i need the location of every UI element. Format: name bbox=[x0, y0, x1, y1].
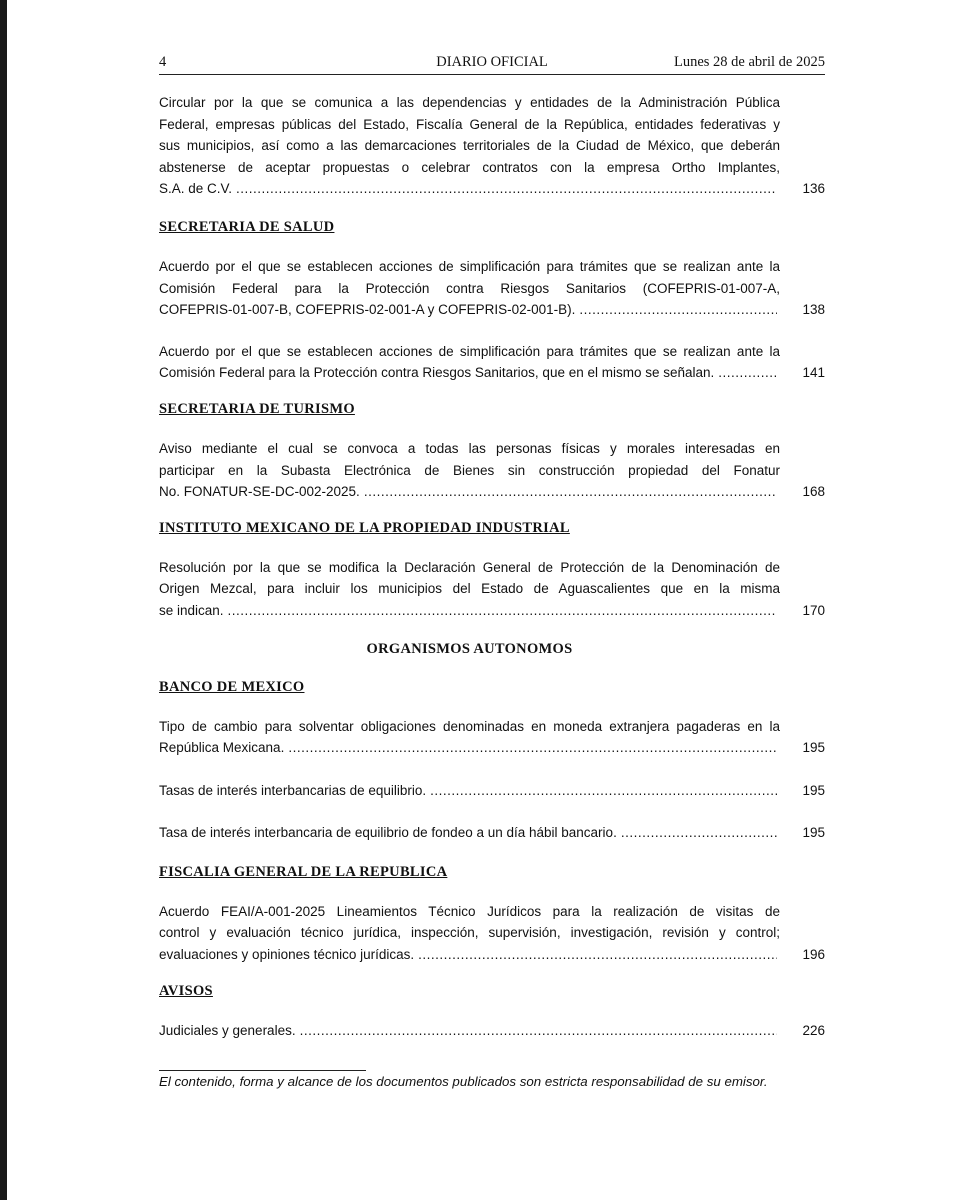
entry-page-number: 226 bbox=[802, 1022, 825, 1038]
toc-entry-avisos-1 bbox=[159, 1020, 825, 1042]
entry-text: evaluaciones y opiniones técnico jurídicas. bbox=[159, 947, 415, 963]
entry-last-line bbox=[159, 737, 825, 759]
entry-page-number: 170 bbox=[802, 602, 825, 618]
entry-page-number: 168 bbox=[802, 484, 825, 500]
section-salud bbox=[159, 218, 825, 236]
section-heading: BANCO DE MEXICO bbox=[159, 678, 305, 695]
entry-page-number: 195 bbox=[802, 740, 825, 756]
entry-last-line bbox=[159, 822, 825, 844]
footnote: El contenido, forma y alcance de los documentos publicados son estricta responsabilidad de su emisor. bbox=[159, 1074, 768, 1090]
entry-last-line bbox=[159, 1020, 825, 1042]
section-heading: SECRETARIA DE TURISMO bbox=[159, 400, 355, 417]
dot-leader bbox=[364, 481, 777, 503]
document-page bbox=[159, 52, 825, 1089]
organismos-title: ORGANISMOS AUTONOMOS bbox=[366, 640, 573, 657]
entry-text: Judiciales y generales. bbox=[159, 1022, 296, 1038]
entry-last-line bbox=[159, 944, 825, 966]
entry-last-line bbox=[159, 299, 825, 321]
entry-line: Acuerdo por el que se establecen acciones de simplificación para trámites que se realizan ante la bbox=[159, 258, 780, 274]
dot-leader bbox=[430, 780, 777, 802]
entry-text: Tasa de interés interbancaria de equilibrio de fondeo a un día hábil bancario. bbox=[159, 825, 617, 841]
entry-line: Federal, empresas públicas del Estado, Fiscalía General de la República, entidades federativas y bbox=[159, 116, 780, 132]
entry-line: Circular por la que se comunica a las dependencias y entidades de la Administración Pública bbox=[159, 95, 780, 110]
entry-line: control y evaluación técnico jurídica, inspección, supervisión, investigación, revisión y control; bbox=[159, 925, 780, 941]
entry-line: participar en la Subasta Electrónica de Bienes sin construcción propiedad del Fonatur bbox=[159, 462, 780, 478]
entry-text: República Mexicana. bbox=[159, 740, 285, 756]
entry-text: Tasas de interés interbancarias de equilibrio. bbox=[159, 782, 427, 798]
entry-last-line bbox=[159, 600, 825, 622]
section-banxico bbox=[159, 678, 825, 696]
dot-leader bbox=[579, 299, 777, 321]
entry-line: abstenerse de aceptar propuestas o celebrar contratos con la empresa Ortho Implantes, bbox=[159, 159, 780, 175]
toc-entry-salud-2 bbox=[159, 341, 825, 384]
entry-page-number: 196 bbox=[802, 947, 825, 963]
section-avisos bbox=[159, 982, 825, 1000]
section-heading: SECRETARIA DE SALUD bbox=[159, 218, 335, 235]
page-header bbox=[159, 52, 825, 75]
section-heading: AVISOS bbox=[159, 982, 213, 999]
entry-page-number: 195 bbox=[802, 825, 825, 841]
entry-text: Comisión Federal para la Protección contra Riesgos Sanitarios, que en el mismo se señalan. bbox=[159, 365, 715, 381]
entry-line: Comisión Federal para la Protección contra Riesgos Sanitarios (COFEPRIS-01-007-A, bbox=[159, 280, 780, 296]
entry-line: Origen Mezcal, para incluir los municipios del Estado de Aguascalientes que en la misma bbox=[159, 581, 780, 597]
dot-leader bbox=[288, 737, 777, 759]
entry-line: Acuerdo FEAI/A-001-2025 Lineamientos Técnico Jurídicos para la realización de visitas de bbox=[159, 903, 780, 919]
entry-page-number: 136 bbox=[802, 181, 825, 197]
dot-leader bbox=[236, 178, 777, 200]
section-fgr bbox=[159, 863, 825, 881]
toc-entry-circular bbox=[159, 92, 825, 200]
entry-text: se indican. bbox=[159, 602, 224, 618]
section-heading: INSTITUTO MEXICANO DE LA PROPIEDAD INDUSTRIAL bbox=[159, 519, 570, 536]
section-heading: FISCALIA GENERAL DE LA REPUBLICA bbox=[159, 863, 448, 880]
dot-leader bbox=[300, 1020, 777, 1042]
toc-entry-banxico-1 bbox=[159, 716, 825, 759]
entry-line: Aviso mediante el cual se convoca a todas las personas físicas y morales interesadas en bbox=[159, 440, 780, 456]
dot-leader bbox=[718, 362, 777, 384]
entry-line: sus municipios, así como a las demarcaciones territoriales de la Ciudad de México, que deberán bbox=[159, 138, 780, 154]
entry-page-number: 195 bbox=[802, 782, 825, 798]
toc-entry-turismo-1 bbox=[159, 438, 825, 503]
entry-last-line bbox=[159, 362, 825, 384]
footnote-rule bbox=[159, 1070, 366, 1071]
newspaper-title: DIARIO OFICIAL bbox=[436, 54, 548, 70]
entry-line: Acuerdo por el que se establecen acciones de simplificación para trámites que se realizan ante la bbox=[159, 343, 780, 359]
toc-entry-fgr-1 bbox=[159, 901, 825, 966]
entry-line: Resolución por la que se modifica la Declaración General de Protección de la Denominación de bbox=[159, 559, 780, 575]
dot-leader bbox=[621, 822, 777, 844]
dot-leader bbox=[228, 600, 777, 622]
toc-entry-banxico-2 bbox=[159, 780, 825, 802]
entry-page-number: 141 bbox=[802, 365, 825, 381]
section-impi bbox=[159, 519, 825, 537]
page-edge bbox=[0, 0, 7, 1200]
issue-date: Lunes 28 de abril de 2025 bbox=[673, 54, 825, 70]
toc-entry-banxico-3 bbox=[159, 822, 825, 844]
dot-leader bbox=[418, 944, 777, 966]
entry-text: S.A. de C.V. bbox=[159, 181, 233, 197]
entry-last-line bbox=[159, 481, 825, 503]
entry-last-line bbox=[159, 178, 825, 200]
page-number: 4 bbox=[159, 54, 167, 70]
section-turismo bbox=[159, 400, 825, 418]
entry-last-line bbox=[159, 780, 825, 802]
entry-page-number: 138 bbox=[802, 302, 825, 318]
entry-text: No. FONATUR-SE-DC-002-2025. bbox=[159, 484, 360, 500]
entry-line: Tipo de cambio para solventar obligaciones denominadas en moneda extranjera pagaderas en la bbox=[159, 718, 780, 734]
toc-entry-salud-1 bbox=[159, 256, 825, 321]
entry-text: COFEPRIS-01-007-B, COFEPRIS-02-001-A y COFEPRIS-02-001-B). bbox=[159, 302, 576, 318]
toc-entry-impi-1 bbox=[159, 557, 825, 622]
